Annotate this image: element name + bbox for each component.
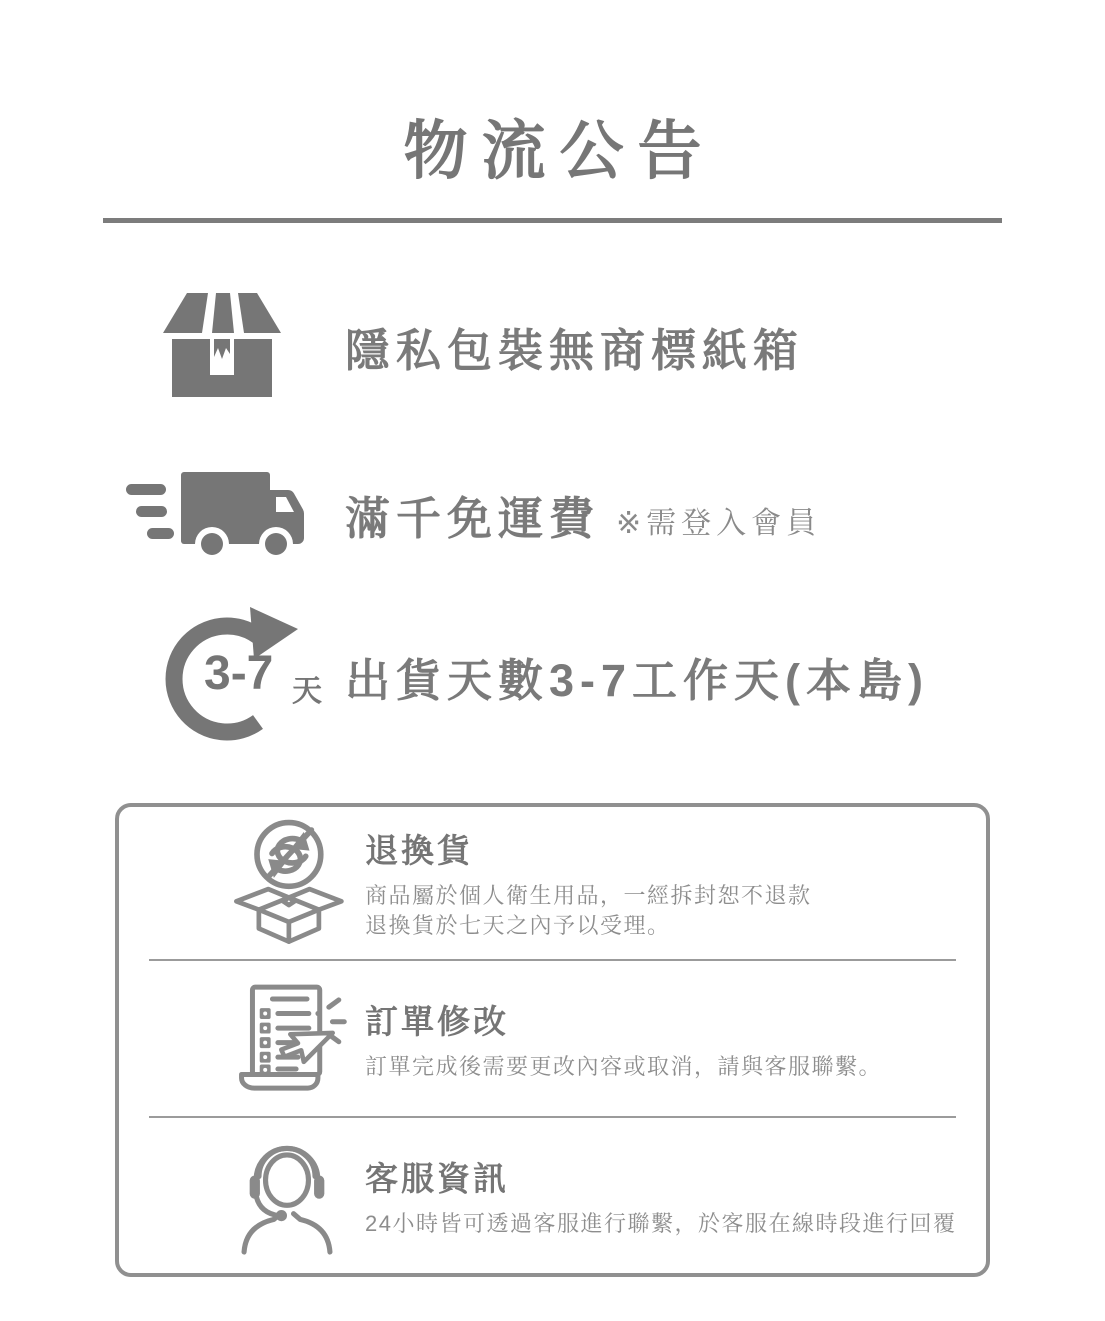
section-customer-service-text — [365, 1153, 956, 1239]
section-customer-service-line-1: 24小時皆可透過客服進行聯繫，於客服在線時段進行回覆 — [365, 1210, 957, 1236]
section-order-edit — [119, 961, 986, 1116]
section-returns-title: 退換貨 — [365, 832, 473, 869]
section-customer-service — [119, 1118, 986, 1273]
feature-shipping-days-label: 出貨天數3-7工作天(本島) — [345, 654, 930, 706]
section-returns-line-1: 商品屬於個人衛生用品，一經拆封恕不退款 — [365, 883, 812, 908]
page-title: 物流公告 — [403, 115, 716, 187]
feature-free-shipping — [345, 462, 821, 566]
feature-privacy-packaging-label: 隱私包裝無商標紙箱 — [345, 324, 805, 376]
section-returns-line-2: 退換貨於七天之內予以受理。 — [365, 913, 671, 938]
shipping-days-unit: 天 — [292, 675, 322, 708]
section-customer-service-title: 客服資訊 — [365, 1159, 509, 1197]
feature-privacy-packaging — [345, 292, 804, 400]
no-returns-box-icon — [227, 815, 347, 951]
section-order-edit-title: 訂單修改 — [365, 1002, 509, 1040]
info-box — [115, 803, 990, 1277]
order-edit-cursor-icon — [227, 983, 347, 1095]
section-order-edit-line-1: 訂單完成後需要更改內容或取消，請與客服聯繫。 — [365, 1053, 883, 1079]
delivery-truck-icon — [126, 464, 304, 567]
section-order-edit-text — [365, 996, 882, 1082]
title-underline — [103, 218, 1002, 223]
section-returns — [119, 807, 986, 959]
customer-service-headset-icon — [227, 1136, 347, 1256]
shipping-days-icon — [164, 604, 344, 749]
section-returns-text — [365, 825, 812, 941]
feature-free-shipping-label: 滿千免運費 — [345, 492, 601, 544]
feature-free-shipping-note: ※需登入會員 — [616, 507, 822, 540]
package-icon — [163, 293, 281, 402]
shipping-days-number: 3-7 — [204, 647, 274, 700]
feature-shipping-days — [345, 606, 929, 746]
